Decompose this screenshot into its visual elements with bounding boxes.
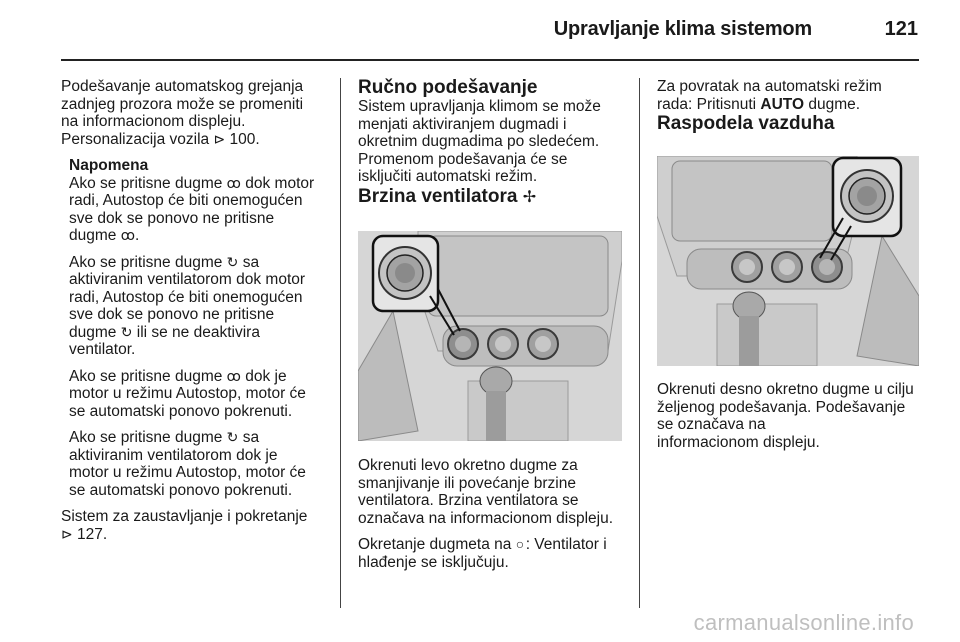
text-line: isključiti automatski režim. xyxy=(358,168,538,185)
text-line: radi, Autostop će biti onemogućen xyxy=(69,288,303,306)
text-line: smanjivanje ili povećanje brzine xyxy=(358,474,576,492)
column-right-lower xyxy=(657,381,927,451)
text-line: Sistem upravljanja klimom se može xyxy=(358,98,601,115)
note-title: Napomena xyxy=(69,157,149,174)
arrow-icon: ⊳ xyxy=(213,130,226,147)
text-line: se označava na xyxy=(657,416,766,433)
text-line: Sistem za zaustavljanje i pokretanje xyxy=(61,508,308,525)
watermark: carmanualsonline.info xyxy=(693,610,914,635)
text-line: Podešavanje automatskog grejanja xyxy=(61,78,304,95)
text-line xyxy=(61,526,333,544)
text-line: rada: Pritisnuti AUTO dugme. xyxy=(657,95,861,113)
text-line: Ako se pritisne dugme ↻ sa xyxy=(69,429,260,446)
note-block xyxy=(69,157,333,499)
auto-button-label: AUTO xyxy=(760,95,805,113)
text-line: menjati aktiviranjem dugmadi i xyxy=(358,115,567,133)
rear-defrost-icon: ꝏ xyxy=(226,174,241,191)
header-rule xyxy=(61,59,919,61)
text-line: na informacionom displeju. xyxy=(61,113,246,130)
text-line: aktiviranim ventilatorom dok motor xyxy=(69,271,306,288)
text-line: radi, Autostop će biti onemogućen xyxy=(69,192,303,209)
text-line: Personalizacija vozila ⊳ 100. xyxy=(61,130,260,148)
air-distribution-knob-illustration xyxy=(657,156,919,366)
text-line: informacionom displeju. xyxy=(657,433,820,451)
fan-icon: ✢ xyxy=(522,188,537,206)
column-right xyxy=(657,78,922,135)
page-link[interactable]: 127. xyxy=(77,525,108,543)
text-line: Za povratak na automatski režim xyxy=(657,78,882,95)
arrow-icon: ⊳ xyxy=(61,525,73,542)
page-link[interactable]: 100. xyxy=(229,130,260,148)
column-middle-lower xyxy=(358,457,630,571)
text-line: sve dok se ponovo ne pritisne xyxy=(69,306,275,323)
text-line: Promenom podešavanja će se xyxy=(358,150,568,168)
text-line: Ako se pritisne dugme ꝏ dok motor xyxy=(69,174,315,192)
rear-defrost-icon: ꝏ xyxy=(226,367,241,384)
text-line: dugme ꝏ. xyxy=(69,227,140,244)
fan-speed-knob-illustration xyxy=(358,231,622,441)
text-line: Okretanje dugmeta na ○: Ventilator i xyxy=(358,536,607,553)
section-title: Raspodela vazduha xyxy=(657,113,835,134)
text-line: označava na informacionom displeju. xyxy=(358,509,614,527)
page-header-title: Upravljanje klima sistemom xyxy=(553,18,812,40)
recirculation-icon: ↻ xyxy=(226,429,239,445)
section-title: Ručno podešavanje xyxy=(358,77,538,98)
text-line: okretnim dugmadima po sledećem. xyxy=(358,133,600,150)
text-line: motor u režimu Autostop, motor će xyxy=(69,464,306,481)
column-left xyxy=(61,78,333,543)
text-line: sve dok se ponovo ne pritisne xyxy=(69,209,275,227)
text-line: Okrenuti desno okretno dugme u cilju xyxy=(657,381,914,398)
off-circle-icon: ○ xyxy=(515,536,525,552)
text-line: Ako se pritisne dugme ꝏ dok je xyxy=(69,367,287,385)
text-line: željenog podešavanja. Podešavanje xyxy=(657,398,906,416)
column-divider-1 xyxy=(340,78,341,608)
text-line: dugme ↻ ili se ne deaktivira xyxy=(69,323,260,341)
text-line: se automatski ponovo pokrenuti. xyxy=(69,481,293,499)
text-line: motor u režimu Autostop, motor će xyxy=(69,385,306,402)
recirculation-icon: ↻ xyxy=(226,253,239,270)
text-line: zadnjeg prozora može se promeniti xyxy=(61,95,304,113)
text-line: Ako se pritisne dugme ↻ sa xyxy=(69,253,260,271)
text-line: ventilator. xyxy=(69,341,136,358)
rear-defrost-icon: ꝏ xyxy=(120,227,135,243)
column-divider-2 xyxy=(639,78,640,608)
text-line: hlađenje se isključuju. xyxy=(358,553,509,571)
page-number: 121 xyxy=(884,18,918,40)
column-middle xyxy=(358,78,630,209)
subsection-title: Brzina ventilatora ✢ xyxy=(358,185,537,207)
text-line: se automatski ponovo pokrenuti. xyxy=(69,402,293,420)
text-line: ventilatora. Brzina ventilatora se xyxy=(358,492,579,509)
text-line: Okrenuti levo okretno dugme za xyxy=(358,457,578,474)
text-line: aktiviranim ventilatorom dok je xyxy=(69,446,278,464)
recirculation-icon: ↻ xyxy=(120,323,133,340)
